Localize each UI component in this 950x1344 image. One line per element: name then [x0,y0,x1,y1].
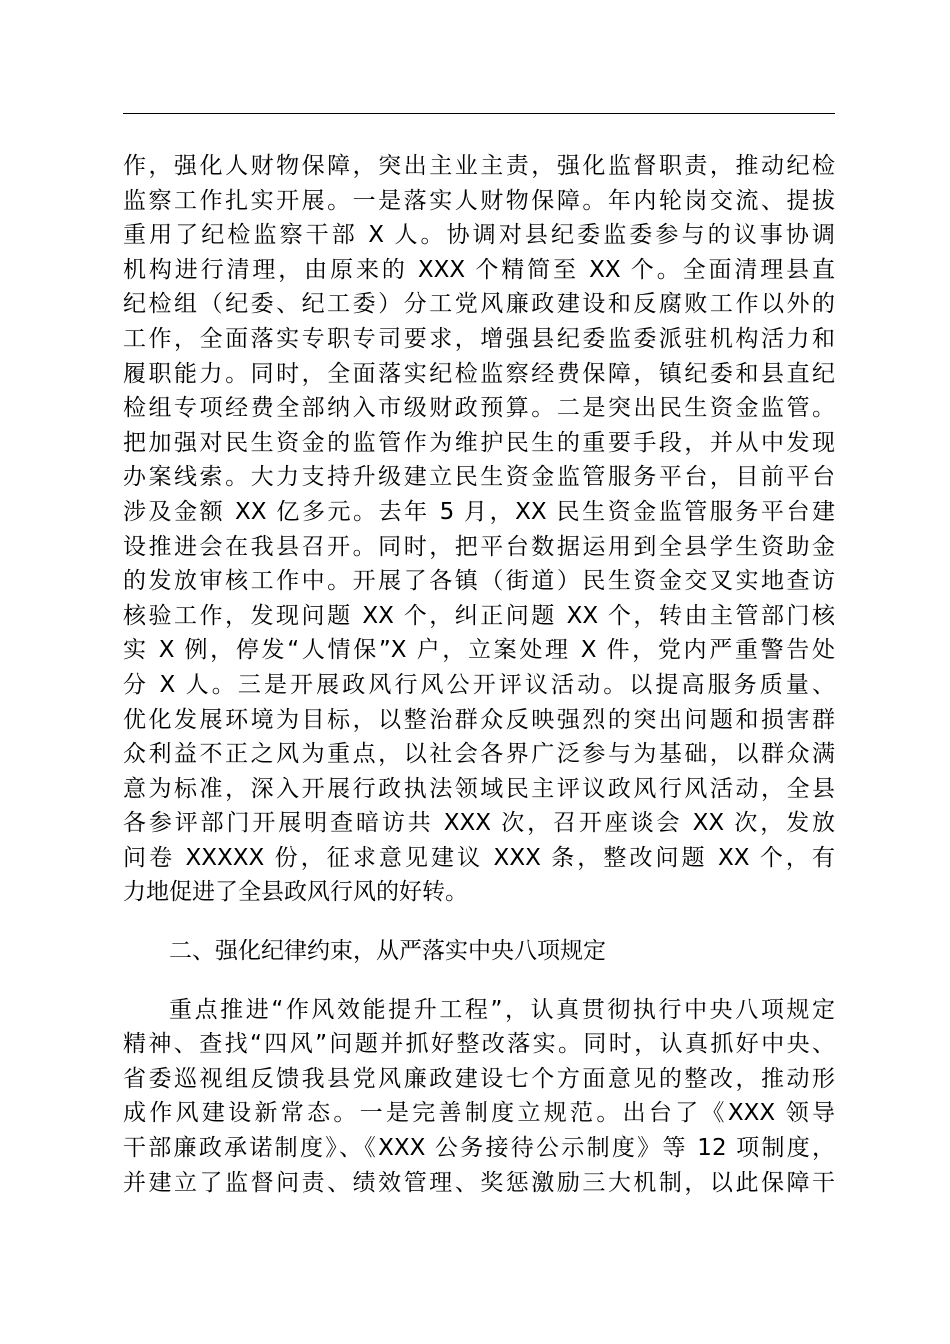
paragraph-line: 监察工作扎实开展。一是落实人财物保障。年内轮岗交流、提拔 [123,187,835,214]
header-rule [123,113,835,114]
paragraph-line: 设推进会在我县召开。同时，把平台数据运用到全县学生资助金 [123,533,835,560]
paragraph-line: 涉及金额 XX 亿多元。去年 5 月，XX 民生资金监管服务平台建 [123,498,835,525]
paragraph-line: 省委巡视组反馈我县党风廉政建设七个方面意见的整改，推动形 [123,1065,835,1092]
paragraph-line: 核验工作，发现问题 XX 个，纠正问题 XX 个，转由主管部门核 [123,602,835,629]
paragraph-line: 成作风建设新常态。一是完善制度立规范。出台了《XXX 领导 [123,1100,835,1127]
paragraph-line: 办案线索。大力支持升级建立民生资金监管服务平台，目前平台 [123,464,835,491]
paragraph-line: 优化发展环境为目标，以整治群众反映强烈的突出问题和损害群 [123,706,835,733]
body-text [123,149,835,1200]
paragraph-line: 检组专项经费全部纳入市级财政预算。二是突出民生资金监管。 [123,395,835,422]
paragraph-line: 精神、查找“四风”问题并抓好整改落实。同时，认真抓好中央、 [123,1031,835,1058]
paragraph-line: 作，强化人财物保障，突出主业主责，强化监督职责，推动纪检 [123,153,835,179]
paragraph-line: 纪检组（纪委、纪工委）分工党风廉政建设和反腐败工作以外的 [123,291,835,318]
paragraph-line: 意为标准，深入开展行政执法领域民主评议政风行风活动，全县 [123,775,835,802]
paragraph-line: 的发放审核工作中。开展了各镇（街道）民生资金交叉实地查访 [123,568,835,595]
section-heading: 二、强化纪律约束，从严落实中央八项规定 [169,938,606,965]
paragraph-line: 并建立了监督问责、绩效管理、奖惩激励三大机制，以此保障干 [123,1169,835,1196]
paragraph-line: 力地促进了全县政风行风的好转。 [123,879,468,906]
paragraph-line: 重用了纪检监察干部 X 人。协调对县纪委监委参与的议事协调 [123,222,835,249]
paragraph-line: 众利益不正之风为重点，以社会各界广泛参与为基础，以群众满 [123,741,835,768]
paragraph-line: 工作，全面落实专职专司要求，增强县纪委监委派驻机构活力和 [123,325,835,352]
paragraph-line: 实 X 例，停发“人情保”X 户，立案处理 X 件，党内严重警告处 [123,637,835,664]
paragraph-line: 机构进行清理，由原来的 XXX 个精简至 XX 个。全面清理县直 [123,256,835,283]
paragraph-line: 重点推进“作风效能提升工程”，认真贯彻执行中央八项规定 [169,996,835,1023]
paragraph-line: 干部廉政承诺制度》、《XXX 公务接待公示制度》等 12 项制度， [123,1135,835,1162]
paragraph-line: 把加强对民生资金的监管作为维护民生的重要手段，并从中发现 [123,429,835,456]
paragraph-line: 分 X 人。三是开展政风行风公开评议活动。以提高服务质量、 [123,671,835,698]
paragraph-line: 问卷 XXXXX 份，征求意见建议 XXX 条，整改问题 XX 个，有 [123,844,835,871]
paragraph-line: 各参评部门开展明查暗访共 XXX 次，召开座谈会 XX 次，发放 [123,810,835,837]
paragraph-line: 履职能力。同时，全面落实纪检监察经费保障，镇纪委和县直纪 [123,360,835,387]
